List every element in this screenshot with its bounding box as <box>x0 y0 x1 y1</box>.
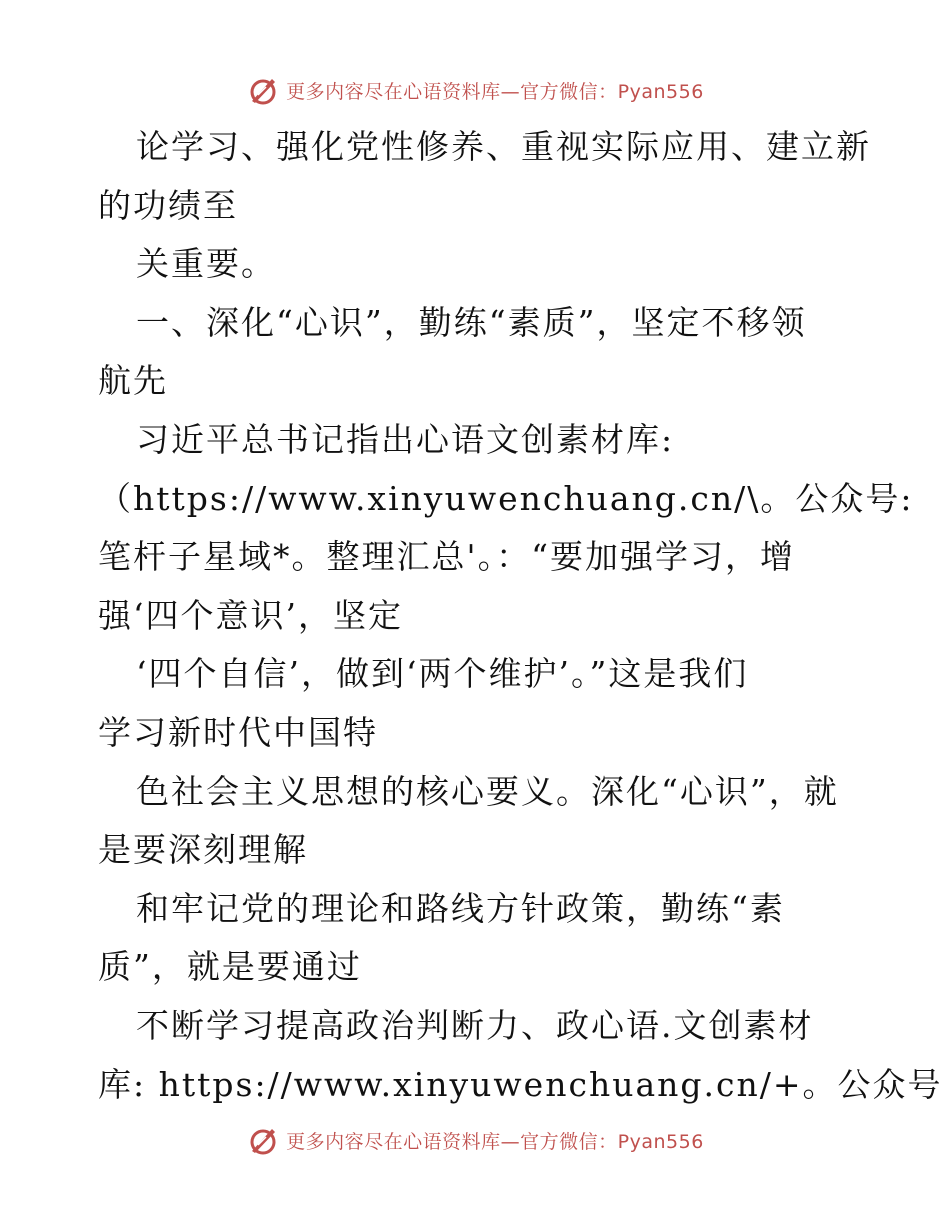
text-line: 色社会主义思想的核心要义。深化“心识”，就 <box>136 771 839 811</box>
text-line: （https://www.xinyuwenchuang.cn/\。公众号: <box>98 478 914 518</box>
text-line: ‘四个自信’，做到‘两个维护’。”这是我们 <box>136 654 749 694</box>
text-line: 库: https://www.xinyuwenchuang.cn/+。公众号 <box>98 1064 943 1104</box>
header-banner <box>0 70 950 110</box>
text-line: 习近平总书记指出心语文创素材库: <box>136 419 675 459</box>
text-line: 论学习、强化党性修养、重视实际应用、建立新 <box>136 127 871 166</box>
section-heading: 一、深化“心识”，勤练“素质”，坚定不移领 <box>136 302 807 342</box>
text-line: 不断学习提高政治判断力、政心语.文创素材 <box>136 1005 814 1045</box>
document-body <box>98 118 943 1114</box>
text-line: 质”，就是要通过 <box>98 947 362 987</box>
text-line: 强‘四个意识’，坚定 <box>98 595 403 635</box>
quill-logo-icon <box>246 73 280 107</box>
banner-text: 更多内容尽在心语资料库—官方微信：Pyan556 <box>286 80 704 103</box>
text-line: 和牢记党的理论和路线方针政策，勤练“素 <box>136 888 785 928</box>
footer-banner <box>0 1120 950 1160</box>
text-line: 的功绩至 <box>98 185 238 225</box>
text-line: 笔杆子星域*。整理汇总'。：“要加强学习，增 <box>98 537 795 577</box>
text-line: 是要深刻理解 <box>98 830 308 870</box>
text-line: 航先 <box>98 361 168 401</box>
text-line: 关重要。 <box>136 244 276 284</box>
banner-text: 更多内容尽在心语资料库—官方微信：Pyan556 <box>286 1130 704 1153</box>
text-line: 学习新时代中国特 <box>98 712 378 752</box>
quill-logo-icon <box>246 1123 280 1157</box>
